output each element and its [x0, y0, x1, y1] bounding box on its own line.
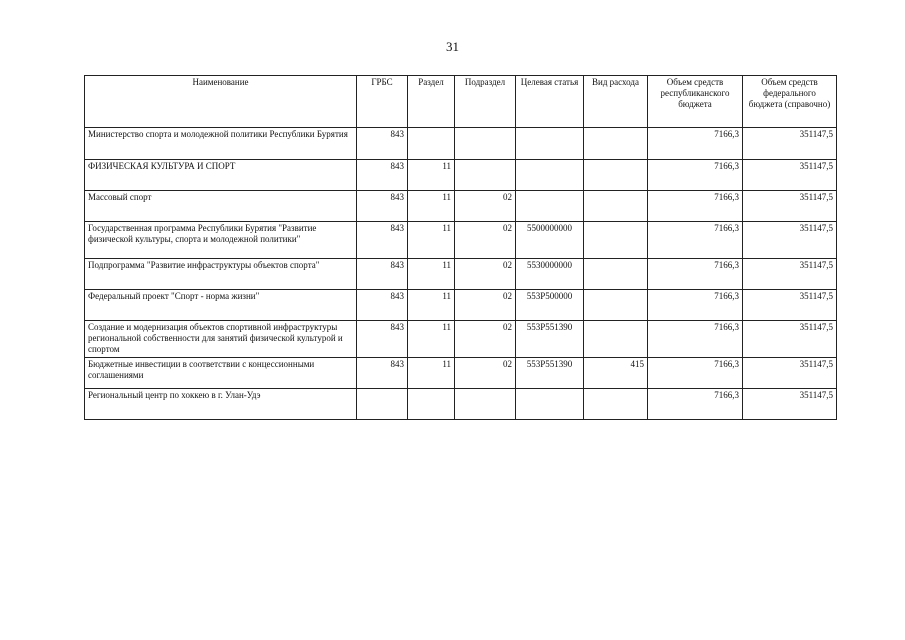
cell-expense-type	[584, 128, 648, 160]
cell-federal-budget: 351147,5	[743, 358, 837, 389]
cell-grbs	[357, 389, 408, 420]
table-row	[85, 358, 837, 389]
table-header	[85, 76, 837, 128]
header-grbs: ГРБС	[357, 76, 408, 128]
cell-razdel: 11	[408, 321, 455, 358]
table-row	[85, 222, 837, 259]
cell-name: Массовый спорт	[85, 191, 357, 222]
cell-expense-type	[584, 222, 648, 259]
cell-razdel	[408, 389, 455, 420]
cell-name: Бюджетные инвестиции в соответствии с концессионными соглашениями	[85, 358, 357, 389]
cell-name: Федеральный проект "Спорт - норма жизни"	[85, 290, 357, 321]
cell-podrazdel: 02	[455, 321, 516, 358]
cell-name: Подпрограмма "Развитие инфраструктуры объектов спорта"	[85, 259, 357, 290]
cell-republic-budget: 7166,3	[648, 389, 743, 420]
cell-podrazdel: 02	[455, 358, 516, 389]
header-target-article: Целевая статья	[516, 76, 584, 128]
cell-republic-budget: 7166,3	[648, 160, 743, 191]
cell-target-article: 553P500000	[516, 290, 584, 321]
cell-grbs: 843	[357, 191, 408, 222]
header-name: Наименование	[85, 76, 357, 128]
cell-target-article: 553P551390	[516, 321, 584, 358]
header-federal-budget: Объем средств федерального бюджета (справочно)	[743, 76, 837, 128]
cell-federal-budget: 351147,5	[743, 222, 837, 259]
cell-podrazdel	[455, 160, 516, 191]
cell-expense-type	[584, 259, 648, 290]
cell-republic-budget: 7166,3	[648, 259, 743, 290]
cell-grbs: 843	[357, 160, 408, 191]
cell-expense-type	[584, 191, 648, 222]
cell-podrazdel	[455, 128, 516, 160]
cell-podrazdel	[455, 389, 516, 420]
cell-razdel	[408, 128, 455, 160]
budget-table	[84, 75, 837, 420]
cell-podrazdel: 02	[455, 290, 516, 321]
cell-razdel: 11	[408, 358, 455, 389]
table-body	[85, 128, 837, 420]
page-number: 31	[446, 39, 459, 54]
header-expense-type: Вид расхода	[584, 76, 648, 128]
cell-target-article	[516, 191, 584, 222]
cell-name: Государственная программа Республики Бурятия "Развитие физической культуры, спорта и молодежной политики"	[85, 222, 357, 259]
table-row	[85, 259, 837, 290]
table-row	[85, 389, 837, 420]
cell-podrazdel: 02	[455, 259, 516, 290]
table-row	[85, 290, 837, 321]
table-row	[85, 191, 837, 222]
cell-grbs: 843	[357, 290, 408, 321]
cell-expense-type	[584, 160, 648, 191]
cell-razdel: 11	[408, 222, 455, 259]
cell-expense-type	[584, 290, 648, 321]
cell-federal-budget: 351147,5	[743, 128, 837, 160]
cell-republic-budget: 7166,3	[648, 191, 743, 222]
cell-target-article: 5530000000	[516, 259, 584, 290]
cell-republic-budget: 7166,3	[648, 290, 743, 321]
cell-republic-budget: 7166,3	[648, 222, 743, 259]
cell-razdel: 11	[408, 290, 455, 321]
cell-target-article	[516, 389, 584, 420]
header-row	[85, 76, 837, 128]
cell-grbs: 843	[357, 222, 408, 259]
cell-expense-type: 415	[584, 358, 648, 389]
cell-target-article: 553P551390	[516, 358, 584, 389]
cell-razdel: 11	[408, 160, 455, 191]
cell-razdel: 11	[408, 259, 455, 290]
cell-federal-budget: 351147,5	[743, 321, 837, 358]
cell-federal-budget: 351147,5	[743, 259, 837, 290]
cell-republic-budget: 7166,3	[648, 128, 743, 160]
cell-grbs: 843	[357, 321, 408, 358]
table-row	[85, 321, 837, 358]
cell-federal-budget: 351147,5	[743, 191, 837, 222]
cell-grbs: 843	[357, 259, 408, 290]
cell-name: Создание и модернизация объектов спортивной инфраструктуры региональной собственности для занятий физической культурой и спортом	[85, 321, 357, 358]
cell-name: Региональный центр по хоккею в г. Улан-Удэ	[85, 389, 357, 420]
table-row	[85, 128, 837, 160]
cell-grbs: 843	[357, 128, 408, 160]
cell-expense-type	[584, 321, 648, 358]
cell-target-article	[516, 128, 584, 160]
cell-federal-budget: 351147,5	[743, 290, 837, 321]
cell-target-article	[516, 160, 584, 191]
header-republic-budget: Объем средств республиканского бюджета	[648, 76, 743, 128]
header-razdel: Раздел	[408, 76, 455, 128]
table-row	[85, 160, 837, 191]
header-podrazdel: Подраздел	[455, 76, 516, 128]
cell-podrazdel: 02	[455, 222, 516, 259]
cell-republic-budget: 7166,3	[648, 321, 743, 358]
cell-name: ФИЗИЧЕСКАЯ КУЛЬТУРА И СПОРТ	[85, 160, 357, 191]
cell-federal-budget: 351147,5	[743, 160, 837, 191]
cell-republic-budget: 7166,3	[648, 358, 743, 389]
cell-podrazdel: 02	[455, 191, 516, 222]
cell-expense-type	[584, 389, 648, 420]
cell-target-article: 5500000000	[516, 222, 584, 259]
cell-name: Министерство спорта и молодежной политики Республики Бурятия	[85, 128, 357, 160]
cell-federal-budget: 351147,5	[743, 389, 837, 420]
cell-razdel: 11	[408, 191, 455, 222]
cell-grbs: 843	[357, 358, 408, 389]
